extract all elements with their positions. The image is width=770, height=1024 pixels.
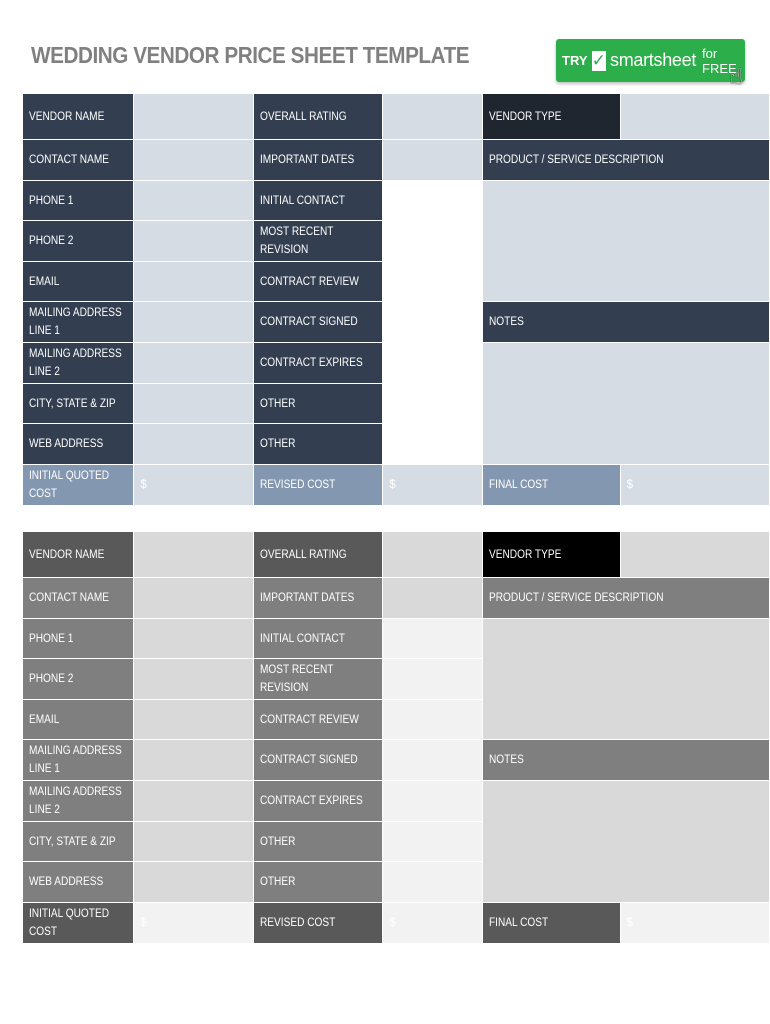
overall-rating-label: OVERALL RATING: [253, 532, 383, 578]
important-dates-label: IMPORTANT DATES: [253, 578, 383, 619]
phone1-label: PHONE 1: [23, 181, 134, 221]
important-dates-field[interactable]: [383, 140, 482, 181]
city-state-zip-field[interactable]: [134, 822, 253, 862]
phone1-field[interactable]: [134, 619, 253, 659]
vendor-name-field[interactable]: [134, 532, 253, 578]
contract-signed-label: CONTRACT SIGNED: [253, 740, 383, 781]
page-title: WEDDING VENDOR PRICE SHEET TEMPLATE: [31, 42, 470, 68]
vendor-name-label: VENDOR NAME: [23, 532, 134, 578]
other-label-1: OTHER: [253, 822, 383, 862]
phone2-field[interactable]: [134, 659, 253, 700]
vendor-name-label: VENDOR NAME: [23, 94, 134, 140]
most-recent-revision-label: MOST RECENT REVISION: [253, 221, 383, 262]
initial-contact-field[interactable]: [383, 181, 482, 221]
initial-quoted-cost-field[interactable]: [134, 903, 253, 944]
contract-signed-field[interactable]: [383, 302, 482, 343]
web-address-label: WEB ADDRESS: [23, 424, 134, 465]
overall-rating-field[interactable]: [383, 532, 482, 578]
initial-quoted-cost-label: INITIAL QUOTED COST: [23, 465, 134, 506]
contract-review-field[interactable]: [383, 262, 482, 302]
contract-signed-field[interactable]: [383, 740, 482, 781]
product-service-field[interactable]: [482, 619, 769, 740]
initial-contact-field[interactable]: [383, 619, 482, 659]
contact-name-label: CONTACT NAME: [23, 140, 134, 181]
mailing2-field[interactable]: [134, 781, 253, 822]
mailing2-label: MAILING ADDRESS LINE 2: [23, 343, 134, 384]
contract-review-label: CONTRACT REVIEW: [253, 262, 383, 302]
revised-cost-label: REVISED COST: [253, 465, 383, 506]
initial-contact-label: INITIAL CONTACT: [253, 619, 383, 659]
email-field[interactable]: [134, 262, 253, 302]
important-dates-field[interactable]: [383, 578, 482, 619]
vendor-type-field[interactable]: [620, 94, 769, 140]
email-field[interactable]: [134, 700, 253, 740]
contract-expires-field[interactable]: [383, 343, 482, 384]
currency-symbol: $: [389, 917, 396, 929]
initial-quoted-cost-label: INITIAL QUOTED COST: [23, 903, 134, 944]
overall-rating-field[interactable]: [383, 94, 482, 140]
web-address-label: WEB ADDRESS: [23, 862, 134, 903]
most-recent-revision-field[interactable]: [383, 221, 482, 262]
phone2-field[interactable]: [134, 221, 253, 262]
product-service-label: PRODUCT / SERVICE DESCRIPTION: [482, 140, 769, 181]
initial-contact-label: INITIAL CONTACT: [253, 181, 383, 221]
other-field-2[interactable]: [383, 862, 482, 903]
notes-field[interactable]: [482, 343, 769, 465]
most-recent-revision-label: MOST RECENT REVISION: [253, 659, 383, 700]
cta-brand-label: smartsheet: [610, 50, 697, 70]
phone1-field[interactable]: [134, 181, 253, 221]
currency-symbol: $: [389, 479, 396, 491]
final-cost-field[interactable]: [620, 903, 769, 944]
currency-symbol: $: [140, 917, 147, 929]
cta-try-label: TRY: [562, 53, 588, 68]
contract-expires-label: CONTRACT EXPIRES: [253, 781, 383, 822]
important-dates-label: IMPORTANT DATES: [253, 140, 383, 181]
revised-cost-field[interactable]: [383, 903, 482, 944]
hand-cursor-icon: ☝: [729, 64, 743, 89]
other-field-1[interactable]: [383, 822, 482, 862]
email-label: EMAIL: [23, 700, 134, 740]
other-label-2: OTHER: [253, 424, 383, 465]
contract-signed-label: CONTRACT SIGNED: [253, 302, 383, 343]
try-smartsheet-button[interactable]: [556, 39, 745, 89]
notes-field[interactable]: [482, 781, 769, 903]
contract-expires-field[interactable]: [383, 781, 482, 822]
other-field-1[interactable]: [383, 384, 482, 424]
contact-name-label: CONTACT NAME: [23, 578, 134, 619]
other-label-2: OTHER: [253, 862, 383, 903]
other-field-2[interactable]: [383, 424, 482, 465]
cta-free-label: for FREE: [702, 45, 737, 76]
mailing2-label: MAILING ADDRESS LINE 2: [23, 781, 134, 822]
final-cost-label: FINAL COST: [482, 903, 620, 944]
vendor-name-field[interactable]: [134, 94, 253, 140]
mailing1-label: MAILING ADDRESS LINE 1: [23, 302, 134, 343]
revised-cost-label: REVISED COST: [253, 903, 383, 944]
contract-review-field[interactable]: [383, 700, 482, 740]
currency-symbol: $: [140, 479, 147, 491]
contract-expires-label: CONTRACT EXPIRES: [253, 343, 383, 384]
product-service-label: PRODUCT / SERVICE DESCRIPTION: [482, 578, 769, 619]
mailing1-field[interactable]: [134, 302, 253, 343]
city-state-zip-field[interactable]: [134, 384, 253, 424]
web-address-field[interactable]: [134, 862, 253, 903]
vendor-type-field[interactable]: [620, 532, 769, 578]
contact-name-field[interactable]: [134, 140, 253, 181]
currency-symbol: $: [626, 917, 634, 929]
vendor-type-label: VENDOR TYPE: [482, 532, 620, 578]
mailing2-field[interactable]: [134, 343, 253, 384]
initial-quoted-cost-field[interactable]: [134, 465, 253, 506]
currency-symbol: $: [626, 479, 634, 491]
vendor-sheet-1: [22, 93, 770, 506]
product-service-field[interactable]: [482, 181, 769, 302]
mailing1-label: MAILING ADDRESS LINE 1: [23, 740, 134, 781]
contact-name-field[interactable]: [134, 578, 253, 619]
checkmark-icon: ✓: [591, 50, 606, 70]
final-cost-label: FINAL COST: [482, 465, 620, 506]
city-state-zip-label: CITY, STATE & ZIP: [23, 384, 134, 424]
notes-label: NOTES: [482, 302, 769, 343]
final-cost-field[interactable]: [620, 465, 769, 506]
overall-rating-label: OVERALL RATING: [253, 94, 383, 140]
mailing1-field[interactable]: [134, 740, 253, 781]
vendor-type-label: VENDOR TYPE: [482, 94, 620, 140]
web-address-field[interactable]: [134, 424, 253, 465]
vendor-sheet-2: [22, 531, 770, 944]
notes-label: NOTES: [482, 740, 769, 781]
most-recent-revision-field[interactable]: [383, 659, 482, 700]
phone1-label: PHONE 1: [23, 619, 134, 659]
phone2-label: PHONE 2: [23, 659, 134, 700]
phone2-label: PHONE 2: [23, 221, 134, 262]
city-state-zip-label: CITY, STATE & ZIP: [23, 822, 134, 862]
other-label-1: OTHER: [253, 384, 383, 424]
contract-review-label: CONTRACT REVIEW: [253, 700, 383, 740]
revised-cost-field[interactable]: [383, 465, 482, 506]
email-label: EMAIL: [23, 262, 134, 302]
